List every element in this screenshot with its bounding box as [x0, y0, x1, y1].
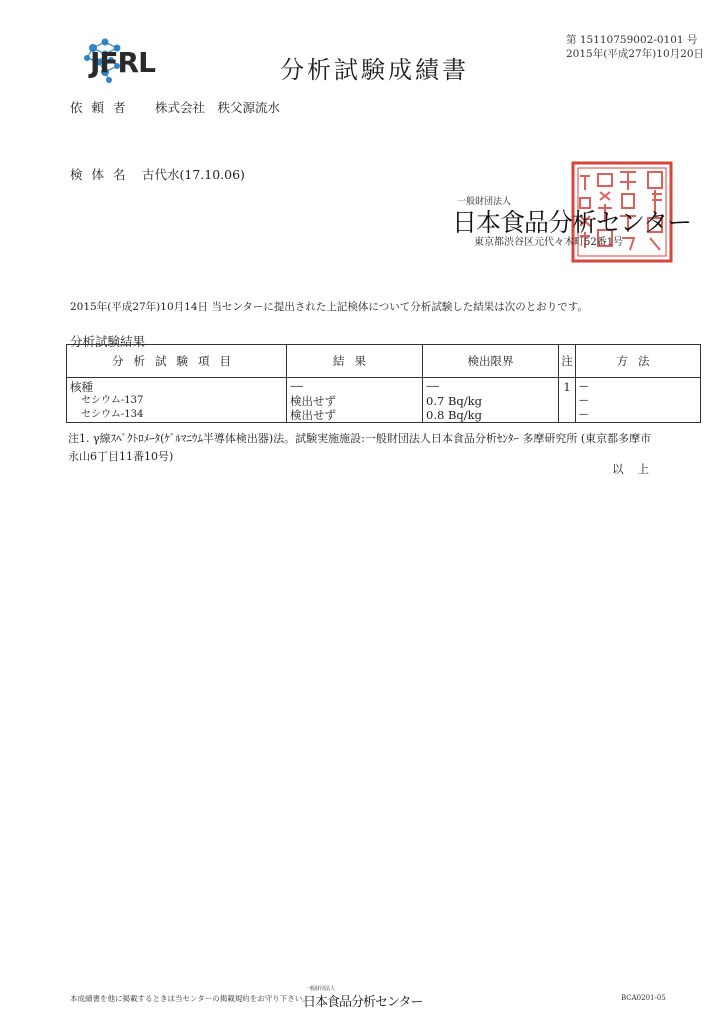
item-cell: セシウム-134 [67, 408, 287, 423]
column-header-result: 結果 [287, 345, 423, 378]
footer-org-name: 日本食品分析センター [303, 995, 423, 1010]
table-row [67, 408, 701, 423]
note-cell [559, 394, 576, 408]
method-cell: ---- [576, 378, 701, 395]
limit-cell: 0.7 Bq/kg [423, 394, 559, 408]
document-title: 分析試験成績書 [280, 56, 469, 84]
closing-text: 以上 [612, 462, 663, 476]
column-header-method: 方法 [576, 345, 701, 378]
table-row [67, 394, 701, 408]
column-header-item: 分析試験項目 [67, 345, 287, 378]
sample-label: 検体名 [70, 167, 135, 182]
requester-value: 株式会社 秩父源流水 [155, 100, 281, 115]
table-header-row [67, 345, 701, 378]
requester-label: 依頼者 [70, 100, 135, 115]
form-code: BCA0201-05 [621, 994, 666, 1002]
item-cell: セシウム-137 [67, 394, 287, 408]
document-number: 第 15110759002-0101 号 [566, 34, 698, 46]
result-cell: 検出せず [287, 394, 423, 408]
limit-cell: 0.8 Bq/kg [423, 408, 559, 423]
org-name: 日本食品分析センター [452, 208, 692, 237]
column-header-note: 注 [559, 345, 576, 378]
method-cell: ---- [576, 408, 701, 423]
method-cell: ---- [576, 394, 701, 408]
table-row [67, 378, 701, 395]
limit-cell: ------ [423, 378, 559, 395]
column-header-limit: 検出限界 [423, 345, 559, 378]
results-heading: 分析試験結果 [70, 334, 146, 349]
note-cell [559, 408, 576, 423]
note-line-2: 永山6丁目11番10号) [68, 450, 174, 463]
note-line-1: 注1. γ線ｽﾍﾟｸﾄﾛﾒｰﾀ(ｹﾞﾙﾏﾆｳﾑ半導体検出器)法。試験実施施設:一般財団法人日本食品分析ｾﾝﾀｰ 多摩研究所 (東京都多摩市 [68, 432, 652, 445]
statement-text: 2015年(平成27年)10月14日 当センターに提出された上記検体について分析試験した結果は次のとおりです。 [70, 301, 588, 313]
results-table [66, 344, 701, 423]
sample-value: 古代水(17.10.06) [142, 167, 245, 182]
footer-notice: 本成績書を他に掲載するときは当センターの掲載規約をお守り下さい。 [70, 994, 310, 1003]
org-type: 一般財団法人 [457, 197, 512, 207]
note-cell: 1 [559, 378, 576, 395]
result-cell: 検出せず [287, 408, 423, 423]
logo-wordmark: JFRL [90, 46, 155, 79]
footer-org-type: 一般財団法人 [305, 986, 336, 992]
result-cell: ------ [287, 378, 423, 395]
org-address: 東京都渋谷区元代々木町52番1号 [474, 237, 624, 248]
issue-date: 2015年(平成27年)10月20日 [566, 48, 704, 60]
item-cell: 核種 [67, 378, 287, 395]
